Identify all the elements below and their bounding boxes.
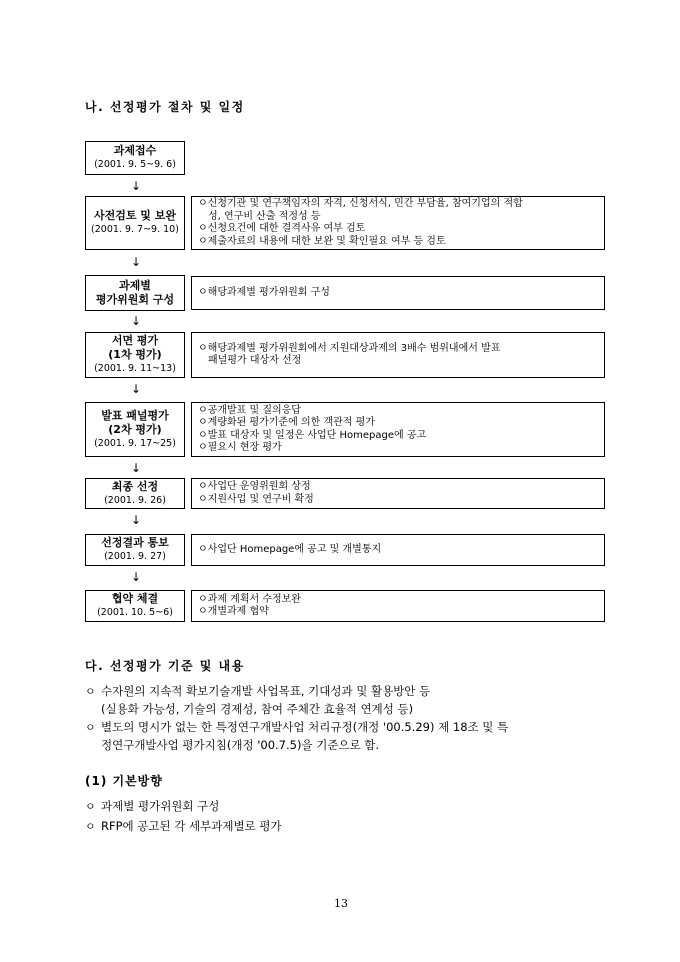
stage-title: 과제별 — [119, 279, 151, 292]
bullet-icon: ㅇ — [85, 800, 96, 813]
down-arrow-icon: ↓ — [131, 314, 142, 328]
stage-item: ㅇ제출자료의 내용에 대한 보완 및 확인필요 여부 등 검토 — [198, 235, 446, 247]
flow-stage-label — [85, 402, 185, 457]
flow-stage-label — [85, 196, 185, 250]
flow-stage-label — [85, 534, 185, 566]
stage-title: 과제접수 — [113, 144, 157, 157]
section-heading-criteria: 다. 선정평가 기준 및 내용 — [85, 659, 245, 673]
down-arrow-icon: ↓ — [131, 382, 142, 396]
stage-title: 서면 평가 — [111, 334, 159, 347]
stage-title: 사전검토 및 보완 — [93, 209, 177, 222]
stage-item: ㅇ사업단 운영위원회 상정 — [198, 481, 311, 492]
bullet-icon: ㅇ — [85, 721, 96, 734]
flow-stage-description — [191, 590, 605, 622]
criteria-item — [85, 719, 508, 735]
stage-item: ㅇ발표 대상자 및 일정은 사업단 Homepage에 공고 — [198, 429, 427, 441]
stage-item: ㅇ사업단 Homepage에 공고 및 개별통지 — [198, 543, 382, 555]
stage-item: ㅇ과제 계획서 수정보완 — [198, 593, 301, 605]
stage-title-line2: 평가위원회 구성 — [95, 293, 175, 306]
criteria-text: 별도의 명시가 없는 한 특정연구개발사업 처리규정(개정 '00.5.29) 제 18조 및 특 — [101, 720, 509, 734]
flow-stage-label — [85, 590, 185, 622]
direction-item — [85, 798, 219, 814]
stage-item: 패널평가 대상자 선정 — [208, 355, 302, 366]
stage-date: (2001. 9. 27) — [104, 551, 166, 562]
flow-stage-label — [85, 275, 185, 311]
stage-item: ㅇ개별과제 협약 — [198, 606, 269, 617]
subsection-heading-basic-direction: (1) 기본방향 — [85, 774, 163, 788]
criteria-text: (실용화 가능성, 기술의 경제성, 참여 주체간 효율적 연계성 등) — [101, 702, 414, 716]
stage-item: ㅇ신청기관 및 연구책임자의 자격, 신청서식, 민간 부담율, 참여기업의 적합 — [198, 198, 523, 209]
stage-item: ㅇ공개발표 및 질의응답 — [198, 404, 301, 416]
direction-item — [85, 818, 282, 834]
stage-item: ㅇ신청요건에 대한 결격사유 여부 검토 — [198, 223, 366, 234]
flow-stage-description — [191, 196, 605, 250]
stage-title: 선정결과 통보 — [101, 536, 169, 549]
stage-item: ㅇ해당과제별 평가위원회에서 지원대상과제의 3배수 범위내에서 발표 — [198, 342, 501, 354]
stage-title: 최종 선정 — [111, 479, 159, 493]
stage-title: 발표 패널평가 — [101, 408, 169, 422]
stage-title-line2: (2차 평가) — [108, 422, 162, 436]
bullet-icon: ㅇ — [85, 820, 96, 833]
page-number: 13 — [334, 897, 348, 910]
stage-item: 성, 연구비 산출 적정성 등 — [208, 210, 321, 222]
criteria-item-continuation — [101, 737, 379, 753]
stage-item: ㅇ해당과제별 평가위원회 구성 — [198, 286, 330, 298]
stage-date: (2001. 9. 17~25) — [94, 437, 176, 449]
stage-date: (2001. 9. 26) — [104, 494, 166, 506]
stage-title: 협약 체결 — [111, 592, 159, 605]
down-arrow-icon: ↓ — [131, 255, 142, 269]
flow-stage-label — [85, 332, 185, 378]
flow-stage-label — [85, 141, 185, 175]
section-heading-procedure: 나. 선정평가 절차 및 일정 — [85, 100, 245, 114]
stage-date: (2001. 10. 5~6) — [97, 607, 173, 618]
stage-item: ㅇ필요시 현장 평가 — [198, 442, 282, 453]
stage-title-line2: (1차 평가) — [108, 348, 162, 361]
criteria-item-continuation — [101, 701, 413, 717]
stage-item: ㅇ지원사업 및 연구비 확정 — [198, 493, 314, 505]
down-arrow-icon: ↓ — [131, 513, 142, 527]
stage-date: (2001. 9. 7~9. 10) — [91, 224, 179, 235]
stage-date: (2001. 9. 11~13) — [94, 363, 176, 374]
flow-stage-description — [191, 534, 605, 566]
stage-item: ㅇ계량화된 평가기준에 의한 객관적 평가 — [198, 417, 375, 428]
direction-text: RFP에 공고된 각 세부과제별로 평가 — [101, 819, 282, 833]
criteria-item — [85, 683, 430, 699]
criteria-text: 정연구개발사업 평가지침(개정 '00.7.5)을 기준으로 함. — [101, 738, 380, 752]
flow-stage-description — [191, 332, 605, 378]
flow-stage-description — [191, 276, 605, 310]
down-arrow-icon: ↓ — [131, 570, 142, 584]
direction-text: 과제별 평가위원회 구성 — [101, 799, 220, 813]
stage-date: (2001. 9. 5~9. 6) — [94, 159, 176, 170]
flow-stage-label — [85, 478, 185, 509]
flow-stage-description — [191, 478, 605, 509]
flow-stage-description — [191, 402, 605, 457]
bullet-icon: ㅇ — [85, 685, 96, 698]
down-arrow-icon: ↓ — [131, 461, 142, 475]
criteria-text: 수자원의 지속적 확보기술개발 사업목표, 기대성과 및 활용방안 등 — [101, 684, 431, 698]
down-arrow-icon: ↓ — [131, 179, 142, 193]
